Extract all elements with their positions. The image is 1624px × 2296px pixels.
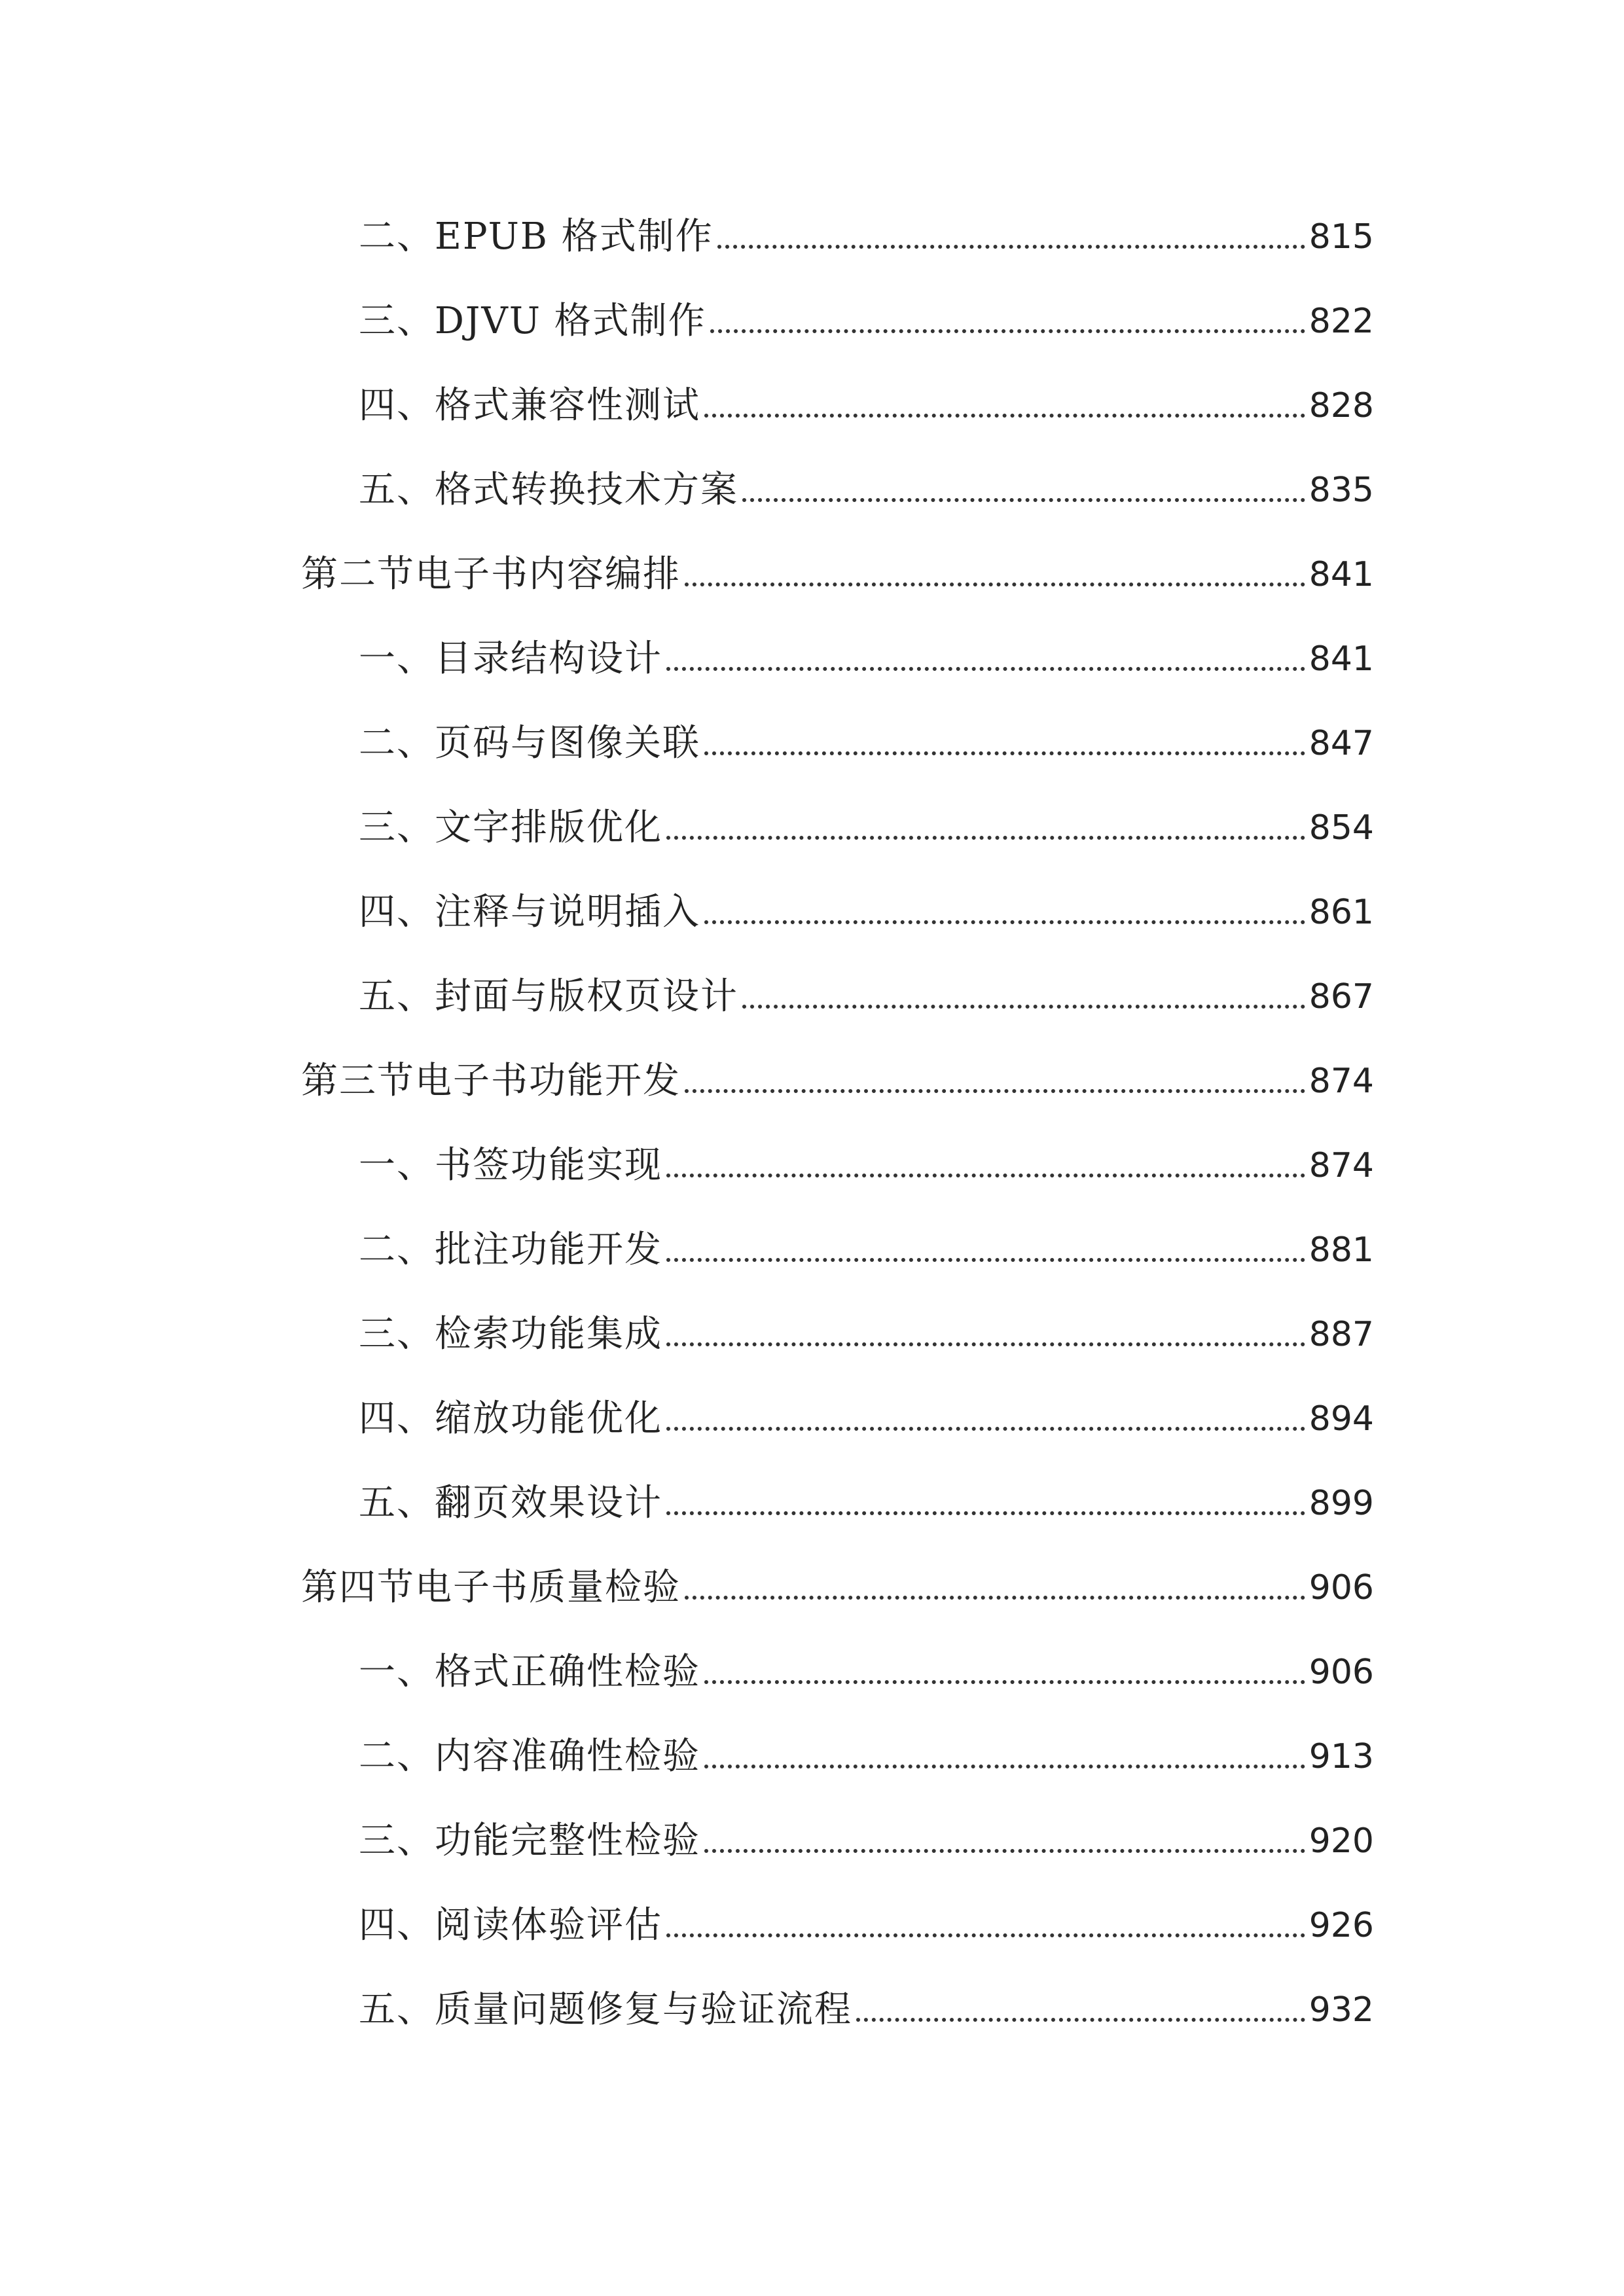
toc-entry-title: 五、质量问题修复与验证流程 bbox=[359, 1988, 852, 2031]
toc-entry-title: 二、内容准确性检验 bbox=[359, 1735, 700, 1778]
toc-section-entry[interactable] bbox=[301, 1055, 1374, 1107]
toc-entry[interactable] bbox=[359, 1984, 1374, 2036]
toc-page-number: 861 bbox=[1308, 893, 1374, 932]
toc-dot-leader bbox=[666, 1258, 1305, 1262]
toc-entry-title: 二、页码与图像关联 bbox=[359, 722, 700, 764]
toc-entry[interactable] bbox=[359, 464, 1374, 516]
toc-entry-title: 四、注释与说明插入 bbox=[359, 891, 700, 933]
toc-dot-leader bbox=[666, 1511, 1305, 1515]
toc-entry-title: 第二节电子书内容编排 bbox=[301, 553, 681, 596]
toc-section-entry[interactable] bbox=[301, 548, 1374, 601]
toc-entry-title: 五、格式转换技术方案 bbox=[359, 469, 738, 511]
toc-page-number: 926 bbox=[1308, 1906, 1374, 1945]
toc-dot-leader bbox=[742, 1005, 1305, 1009]
toc-entry[interactable] bbox=[359, 971, 1374, 1023]
toc-page-number: 932 bbox=[1308, 1990, 1374, 2030]
toc-entry-title: 二、EPUB 格式制作 bbox=[359, 215, 713, 258]
toc-dot-leader bbox=[704, 414, 1305, 418]
toc-page-number: 920 bbox=[1308, 1821, 1374, 1861]
toc-entry-title: 五、翻页效果设计 bbox=[359, 1482, 662, 1524]
toc-entry-title: 一、书签功能实现 bbox=[359, 1144, 662, 1187]
toc-dot-leader bbox=[704, 920, 1305, 924]
toc-dot-leader bbox=[856, 2018, 1305, 2022]
toc-entry-title: 三、检索功能集成 bbox=[359, 1313, 662, 1355]
toc-entry-title: 第四节电子书质量检验 bbox=[301, 1566, 681, 1609]
toc-dot-leader bbox=[742, 498, 1305, 502]
toc-entry[interactable] bbox=[359, 1731, 1374, 1783]
toc-page-number: 835 bbox=[1308, 471, 1374, 510]
toc-entry[interactable] bbox=[359, 295, 1374, 348]
toc-dot-leader bbox=[704, 751, 1305, 755]
toc-entry-title: 三、功能完整性检验 bbox=[359, 1820, 700, 1862]
toc-entry[interactable] bbox=[359, 717, 1374, 770]
toc-page-number: 874 bbox=[1308, 1146, 1374, 1185]
toc-entry[interactable] bbox=[359, 1477, 1374, 1530]
toc-entry[interactable] bbox=[359, 1308, 1374, 1361]
toc-page-number: 881 bbox=[1308, 1230, 1374, 1270]
toc-page-number: 867 bbox=[1308, 977, 1374, 1016]
toc-dot-leader bbox=[666, 667, 1305, 671]
toc-page-number: 899 bbox=[1308, 1484, 1374, 1523]
toc-dot-leader bbox=[666, 1427, 1305, 1431]
toc-section-entry[interactable] bbox=[301, 1562, 1374, 1614]
toc-entry[interactable] bbox=[359, 380, 1374, 432]
toc-entry[interactable] bbox=[359, 1815, 1374, 1867]
toc-entry[interactable] bbox=[359, 1899, 1374, 1952]
toc-dot-leader bbox=[685, 1596, 1305, 1600]
toc-dot-leader bbox=[704, 1849, 1305, 1853]
toc-dot-leader bbox=[685, 583, 1305, 586]
toc-entry[interactable] bbox=[359, 802, 1374, 854]
toc-page-number: 887 bbox=[1308, 1315, 1374, 1354]
toc-dot-leader bbox=[666, 1933, 1305, 1937]
toc-entry-title: 二、批注功能开发 bbox=[359, 1229, 662, 1271]
toc-dot-leader bbox=[666, 836, 1305, 840]
toc-entry[interactable] bbox=[359, 633, 1374, 685]
toc-page-number: 828 bbox=[1308, 386, 1374, 425]
toc-page-number: 874 bbox=[1308, 1062, 1374, 1101]
toc-page-number: 841 bbox=[1308, 555, 1374, 594]
toc-entry-title: 一、格式正确性检验 bbox=[359, 1651, 700, 1693]
toc-page-number: 822 bbox=[1308, 302, 1374, 341]
toc-page-number: 913 bbox=[1308, 1737, 1374, 1776]
toc-entry[interactable] bbox=[359, 1646, 1374, 1698]
toc-entry-title: 一、目录结构设计 bbox=[359, 637, 662, 680]
toc-entry-title: 三、文字排版优化 bbox=[359, 806, 662, 849]
toc-dot-leader bbox=[685, 1089, 1305, 1093]
toc-page-number: 815 bbox=[1308, 217, 1374, 257]
toc-dot-leader bbox=[704, 1765, 1305, 1768]
toc-entry[interactable] bbox=[359, 211, 1374, 263]
toc-dot-leader bbox=[704, 1680, 1305, 1684]
toc-entry[interactable] bbox=[359, 1393, 1374, 1445]
toc-page-number: 894 bbox=[1308, 1399, 1374, 1439]
toc-dot-leader bbox=[710, 329, 1305, 333]
toc-entry[interactable] bbox=[359, 1139, 1374, 1192]
toc-entry[interactable] bbox=[359, 886, 1374, 939]
toc-entry-title: 四、格式兼容性测试 bbox=[359, 384, 700, 427]
toc-entry-title: 五、封面与版权页设计 bbox=[359, 975, 738, 1018]
toc-page-number: 854 bbox=[1308, 808, 1374, 848]
toc-page-number: 847 bbox=[1308, 724, 1374, 763]
toc-entry-title: 四、阅读体验评估 bbox=[359, 1904, 662, 1946]
toc-page-number: 906 bbox=[1308, 1653, 1374, 1692]
toc-page-number: 841 bbox=[1308, 639, 1374, 679]
toc-entry[interactable] bbox=[359, 1224, 1374, 1276]
toc-entry-title: 三、DJVU 格式制作 bbox=[359, 300, 706, 342]
toc-page-number: 906 bbox=[1308, 1568, 1374, 1607]
toc-dot-leader bbox=[666, 1342, 1305, 1346]
toc-dot-leader bbox=[666, 1174, 1305, 1177]
toc-entry-title: 第三节电子书功能开发 bbox=[301, 1060, 681, 1102]
toc-dot-leader bbox=[717, 245, 1305, 249]
toc-entry-title: 四、缩放功能优化 bbox=[359, 1397, 662, 1440]
